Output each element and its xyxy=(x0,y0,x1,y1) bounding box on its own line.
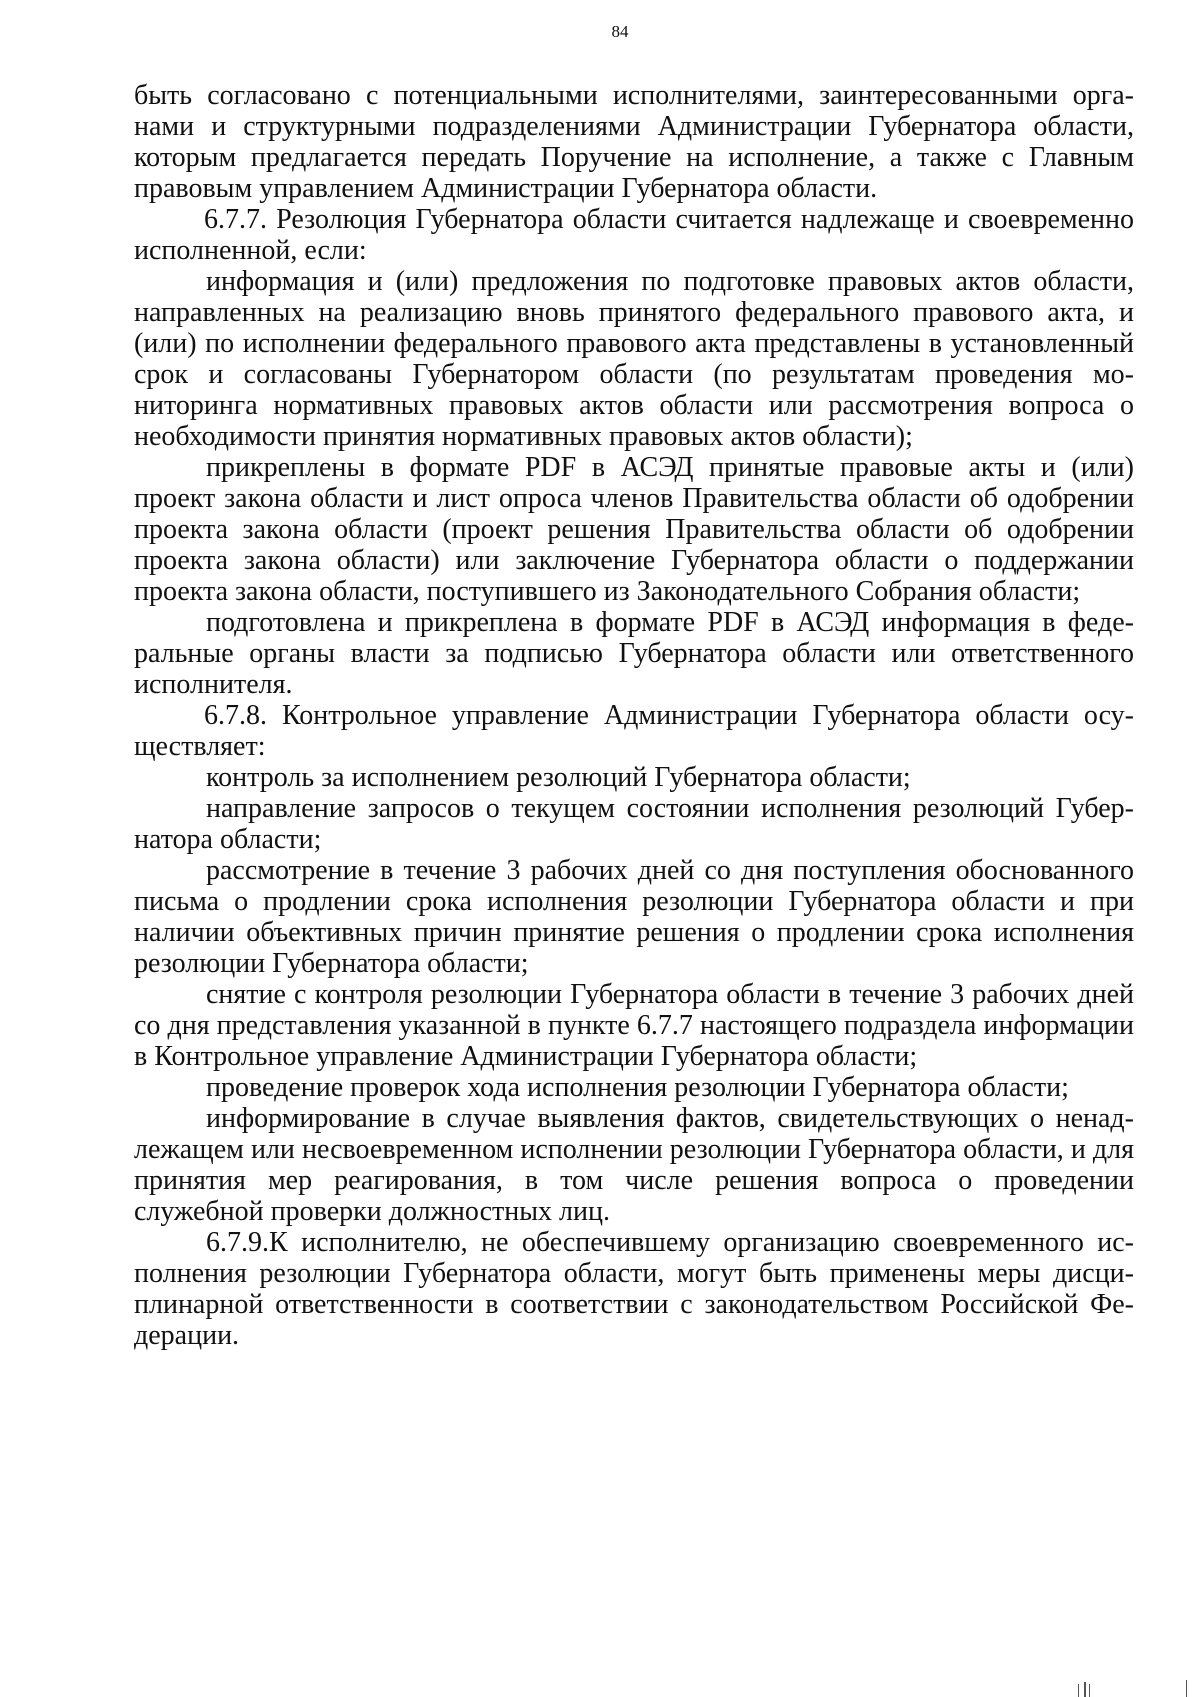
paragraph-continuation: быть согласовано с потенциальными исполнителями, заинтересованными органами и структурными подразделениями Администрации Губернатора области, которым предлагается передать Поручение на исполнение, а также с Главным правовым управлением Администрации Губернатора области. xyxy=(134,80,1134,204)
paragraph-item: снятие с контроля резолюции Губернатора области в течение 3 рабочих дней со дня представления указанной в пункте 6.7.7 настоящего подраздела информации в Контрольное управление Администрации Губернатора области; xyxy=(134,979,1134,1072)
paragraph-6-7-7: 6.7.7. Резолюция Губернатора области считается надлежаще и своевременно исполненной, если: xyxy=(134,204,1134,266)
paragraph-item: проведение проверок хода исполнения резолюции Губернатора области; xyxy=(206,1072,1069,1103)
paragraph-item: информация и (или) предложения по подготовке правовых актов области, направленных на реализацию вновь принятого федерального правового акта, и (или) по исполнении федерального правового акта представлены в установленный срок и согласованы Губернатором области (по результатам проведения мониторинга нормативных правовых актов области или рассмотрения вопроса о необходимости принятия нормативных правовых актов области); xyxy=(134,266,1134,452)
page-number: 84 xyxy=(611,22,629,41)
scan-artifact xyxy=(1089,1684,1090,1697)
document-body xyxy=(134,80,1134,1351)
paragraph-item: контроль за исполнением резолюций Губернатора области; xyxy=(206,762,911,793)
paragraph-6-7-9: 6.7.9.К исполнителю, не обеспечившему организацию своевременного исполнения резолюции Губернатора области, могут быть применены меры дисциплинарной ответственности в соответствии с законодательством Российской Федерации. xyxy=(134,1227,1134,1351)
scan-artifact xyxy=(1084,1682,1086,1697)
scan-artifact xyxy=(1186,1680,1187,1697)
paragraph-item: направление запросов о текущем состоянии исполнения резолюций Губернатора области; xyxy=(134,793,1134,855)
paragraph-item: информирование в случае выявления фактов, свидетельствующих о ненадлежащем или несвоевременном исполнении резолюции Губернатора области, и для принятия мер реагирования, в том числе решения вопроса о проведении служебной проверки должностных лиц. xyxy=(134,1103,1134,1227)
scan-artifact xyxy=(1078,1684,1079,1697)
paragraph-item: прикреплены в формате PDF в АСЭД принятые правовые акты и (или) проект закона области и лист опроса членов Правительства области об одобрении проекта закона области (проект решения Правительства области об одобрении проекта закона области) или заключение Губернатора области о поддержании проекта закона области, поступившего из Законодательного Собрания области; xyxy=(134,452,1134,607)
paragraph-item: рассмотрение в течение 3 рабочих дней со дня поступления обоснованного письма о продлении срока исполнения резолюции Губернатора области и при наличии объективных причин принятие решения о продлении срока исполнения резолюции Губернатора области; xyxy=(134,855,1134,979)
paragraph-item: подготовлена и прикреплена в формате PDF в АСЭД информация в федеральные органы власти за подписью Губернатора области или ответственного исполнителя. xyxy=(134,607,1134,700)
paragraph-6-7-8: 6.7.8. Контрольное управление Администрации Губернатора области осуществляет: xyxy=(134,700,1134,762)
